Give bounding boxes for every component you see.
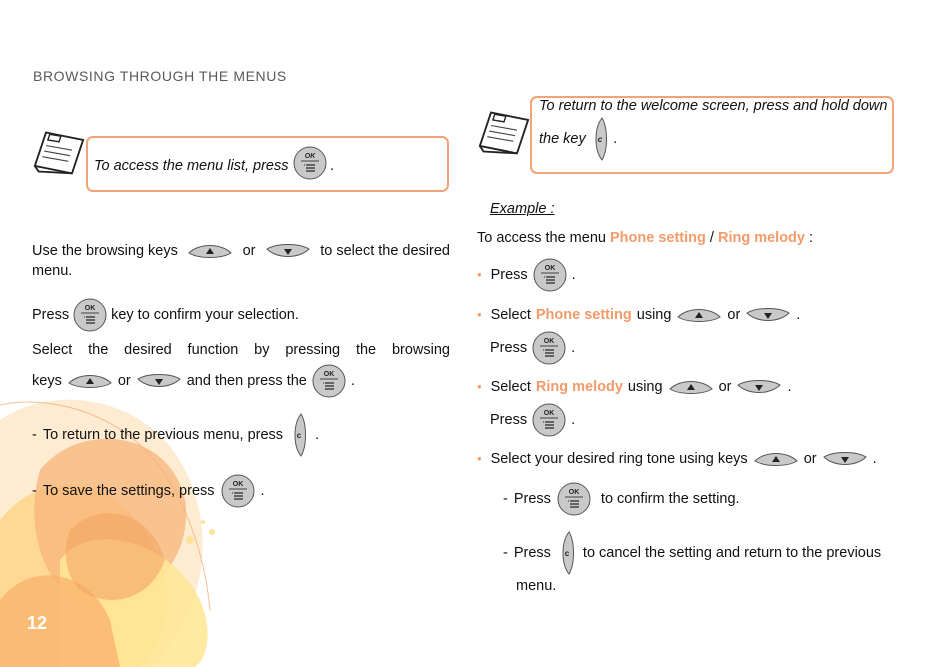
note-welcome-end: . (613, 131, 618, 147)
notepad-icon (33, 128, 85, 176)
step3-press-end: . (571, 412, 576, 428)
page-number: 12 (27, 613, 48, 633)
sub2-text-cont: menu. (516, 578, 557, 594)
note-menu-access-end: . (330, 157, 335, 174)
confirm-paragraph (32, 298, 299, 332)
sub2-press: Press (513, 545, 551, 561)
confirm-text: key to confirm your selection. (111, 307, 299, 323)
sub1-press: Press (513, 491, 551, 507)
down-key-icon (736, 377, 782, 397)
step2-or: or (727, 307, 741, 323)
step3-ring-melody: Ring melody (535, 379, 623, 395)
ok-key-icon (312, 364, 346, 398)
note-menu-access (94, 152, 335, 180)
c-key-icon (557, 530, 577, 576)
c-key-icon (289, 412, 309, 458)
bullet: • (477, 379, 482, 394)
up-key-icon (67, 371, 113, 391)
ok-key-icon (557, 482, 591, 516)
step3-press-line (490, 403, 575, 437)
list-item (477, 449, 877, 469)
example-label: Example : (490, 201, 555, 217)
save-settings-end: . (260, 483, 265, 499)
note-menu-access-text: To access the menu list, press (94, 157, 289, 174)
ok-key-icon (221, 474, 255, 508)
bullet: • (477, 267, 482, 282)
list-item (477, 305, 800, 325)
step1-press: Press (490, 267, 528, 283)
page-heading-text: BROWSING THROUGH THE MENUS (33, 68, 287, 84)
step3-select: Select (490, 379, 531, 395)
step2-select: Select (490, 307, 531, 323)
bullet: • (477, 451, 482, 466)
browsing-text-c: menu. (32, 263, 73, 279)
step3-end: . (787, 379, 792, 395)
select-function-then: and then press the (186, 373, 307, 389)
confirm-press: Press (32, 307, 70, 323)
down-key-icon (822, 449, 868, 469)
down-key-icon (136, 371, 182, 391)
return-previous-text: To return to the previous menu, press (42, 427, 284, 443)
note-welcome (539, 98, 887, 162)
browsing-text-b: to select the desired (320, 243, 450, 259)
dash: - (32, 427, 37, 443)
sub1-text: to confirm the setting. (600, 491, 740, 507)
step4-or: or (803, 451, 817, 467)
note-welcome-line1: To return to the welcome screen, press and hold down (539, 98, 888, 114)
down-key-icon (265, 241, 311, 261)
step3-press: Press (490, 412, 528, 428)
dash: - (503, 545, 508, 561)
save-settings-text: To save the settings, press (42, 483, 215, 499)
step4-text: Select your desired ring tone using keys (490, 451, 748, 467)
list-item (32, 474, 265, 508)
c-key-icon (590, 116, 610, 162)
intro-ring-melody: Ring melody (717, 230, 805, 246)
browsing-text-a: Use the browsing keys (32, 243, 178, 259)
step2-press-line (490, 331, 575, 365)
ok-key-icon (73, 298, 107, 332)
step2-press-end: . (571, 340, 576, 356)
example-intro (477, 228, 813, 248)
ok-key-icon (532, 403, 566, 437)
bullet: • (477, 307, 482, 322)
list-item (477, 377, 792, 397)
note-welcome-line2: the key (539, 131, 586, 147)
notepad-icon (478, 108, 530, 156)
list-item (477, 258, 576, 292)
up-key-icon (187, 241, 233, 261)
page-heading (33, 68, 287, 84)
ok-key-icon (293, 146, 327, 180)
sub2-text: to cancel the setting and return to the previous (582, 545, 882, 561)
up-key-icon (676, 305, 722, 325)
browsing-paragraph (32, 241, 450, 281)
intro-end: : (809, 230, 814, 246)
dash: - (32, 483, 37, 499)
intro-text: To access the menu (477, 230, 606, 246)
intro-separator: / (709, 230, 714, 246)
list-item (32, 412, 319, 458)
step1-end: . (571, 267, 576, 283)
list-item (503, 530, 881, 576)
step2-press: Press (490, 340, 528, 356)
up-key-icon (668, 377, 714, 397)
up-key-icon (753, 449, 799, 469)
step3-using: using (627, 379, 663, 395)
down-key-icon (745, 305, 791, 325)
intro-phone-setting: Phone setting (610, 230, 706, 246)
select-function-end: . (350, 373, 355, 389)
select-function-or: or (117, 373, 131, 389)
step2-phone-setting: Phone setting (535, 307, 632, 323)
select-function-line1: Select the desired function by pressing the browsing (32, 342, 450, 358)
step2-using: using (636, 307, 672, 323)
step2-end: . (796, 307, 801, 323)
ok-key-icon (532, 331, 566, 365)
list-item (503, 482, 740, 516)
step3-or: or (718, 379, 732, 395)
select-function-keys: keys (32, 373, 62, 389)
select-function-paragraph (32, 340, 450, 398)
ok-key-icon (533, 258, 567, 292)
browsing-or: or (242, 243, 256, 259)
return-previous-end: . (315, 427, 320, 443)
step4-end: . (872, 451, 877, 467)
dash: - (503, 491, 508, 507)
